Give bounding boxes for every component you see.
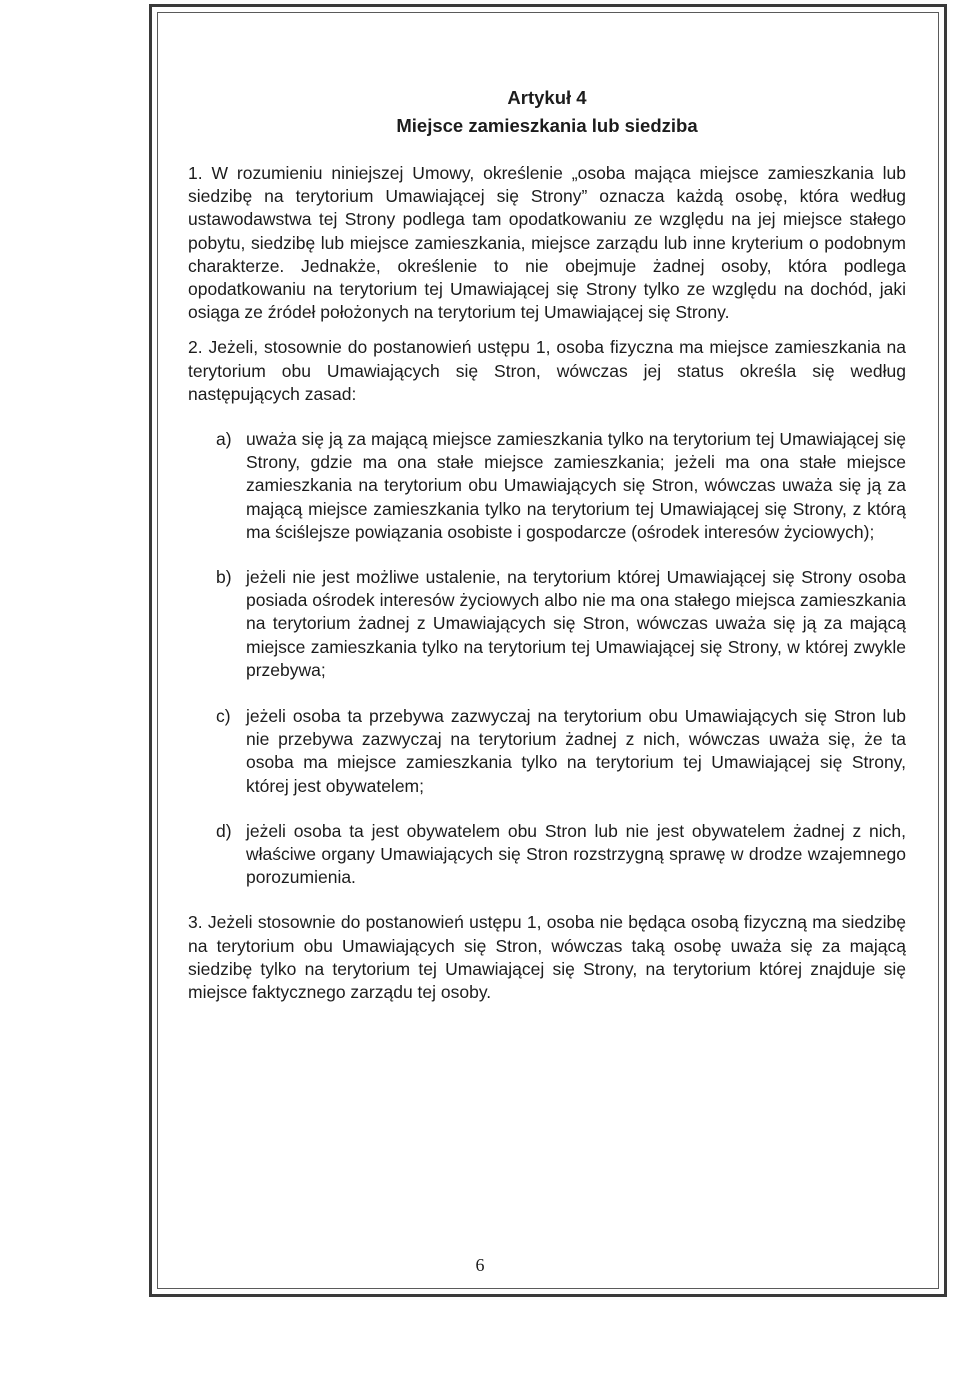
subitem-text: uważa się ją za mającą miejsce zamieszkania tylko na terytorium tej Umawiającej się Strony, gdzie ma ona stałe miejsce zamieszkania; jeżeli ma ona stałe miejsce zamieszkania na terytorium obu Umawiających się Stron, wówczas uważa się ją za mającą miejsce zamieszkania tylko na terytorium tej Umawiającej się Strony, z którą ma ściślejsze powiązania osobiste i gospodarcze (ośrodek interesów życiowych); xyxy=(246,429,906,542)
subitem-text: jeżeli osoba ta jest obywatelem obu Stron lub nie jest obywatelem żadnej z nich, właściwe organy Umawiających się Stron rozstrzygną sprawę w drodze wzajemnego porozumienia. xyxy=(246,820,906,888)
subitem-b xyxy=(188,566,906,682)
document-body xyxy=(188,86,906,1004)
subitem-a xyxy=(188,428,906,544)
article-title: Miejsce zamieszkania lub siedziba xyxy=(396,115,698,136)
subitem-text: jeżeli nie jest możliwe ustalenie, na terytorium której Umawiającej się Strony osoba posiada ośrodek interesów życiowych albo nie ma ona stałego miejsca zamieszkania na terytorium żadnej z Umawiających się Stron, wówczas uważa się ją za mającą miejsce zamieszkania tylko na terytorium tej Umawiającej się Strony, w której zwykle przebywa; xyxy=(246,567,906,680)
paragraph-1: 1. W rozumieniu niniejszej Umowy, określenie „osoba mająca miejsce zamieszkania lub siedzibę na terytorium Umawiającej się Strony” oznacza każdą osobę, która według ustawodawstwa tej Strony podlega tam opodatkowaniu ze względu na jej miejsce stałego pobytu, siedzibę lub miejsce zamieszkania, miejsce zarządu lub inne kryterium o podobnym charakterze. Jednakże, określenie to nie obejmuje żadnej osoby, która podlega opodatkowaniu na terytorium tej Umawiającej się Strony tylko ze względu na dochód, jaki osiąga ze źródeł położonych na terytorium tej Umawiającej się Strony. xyxy=(188,163,906,323)
subitem-letter: d) xyxy=(216,820,232,841)
subitem-d xyxy=(188,820,906,890)
subitem-text: jeżeli osoba ta przebywa zazwyczaj na terytorium obu Umawiających się Stron lub nie przebywa zazwyczaj na terytorium żadnej z nich, wówczas uważa się, że ta osoba ma miejsce zamieszkania tylko na terytorium tej Umawiającej się Strony, której jest obywatelem; xyxy=(246,706,906,796)
subitem-letter: b) xyxy=(216,567,232,588)
page-number: 6 xyxy=(475,1255,485,1275)
subitem-c xyxy=(188,705,906,798)
subitem-letter: a) xyxy=(216,429,232,450)
paragraph-3: 3. Jeżeli stosownie do postanowień ustępu 1, osoba nie będąca osobą fizyczną ma siedzibę na terytorium obu Umawiających się Stron, wówczas taką osobę uważa się za mającą siedzibę tylko na terytorium tej Umawiającej się Strony, na terytorium której znajduje się miejsce faktycznego zarządu tej osoby. xyxy=(188,912,906,1003)
article-number: Artykuł 4 xyxy=(507,87,587,108)
subitem-letter: c) xyxy=(216,706,231,727)
paragraph-2: 2. Jeżeli, stosownie do postanowień ustępu 1, osoba fizyczna ma miejsce zamieszkania na terytorium obu Umawiających się Stron, wówczas jej status określa się według następujących zasad: xyxy=(188,337,906,404)
